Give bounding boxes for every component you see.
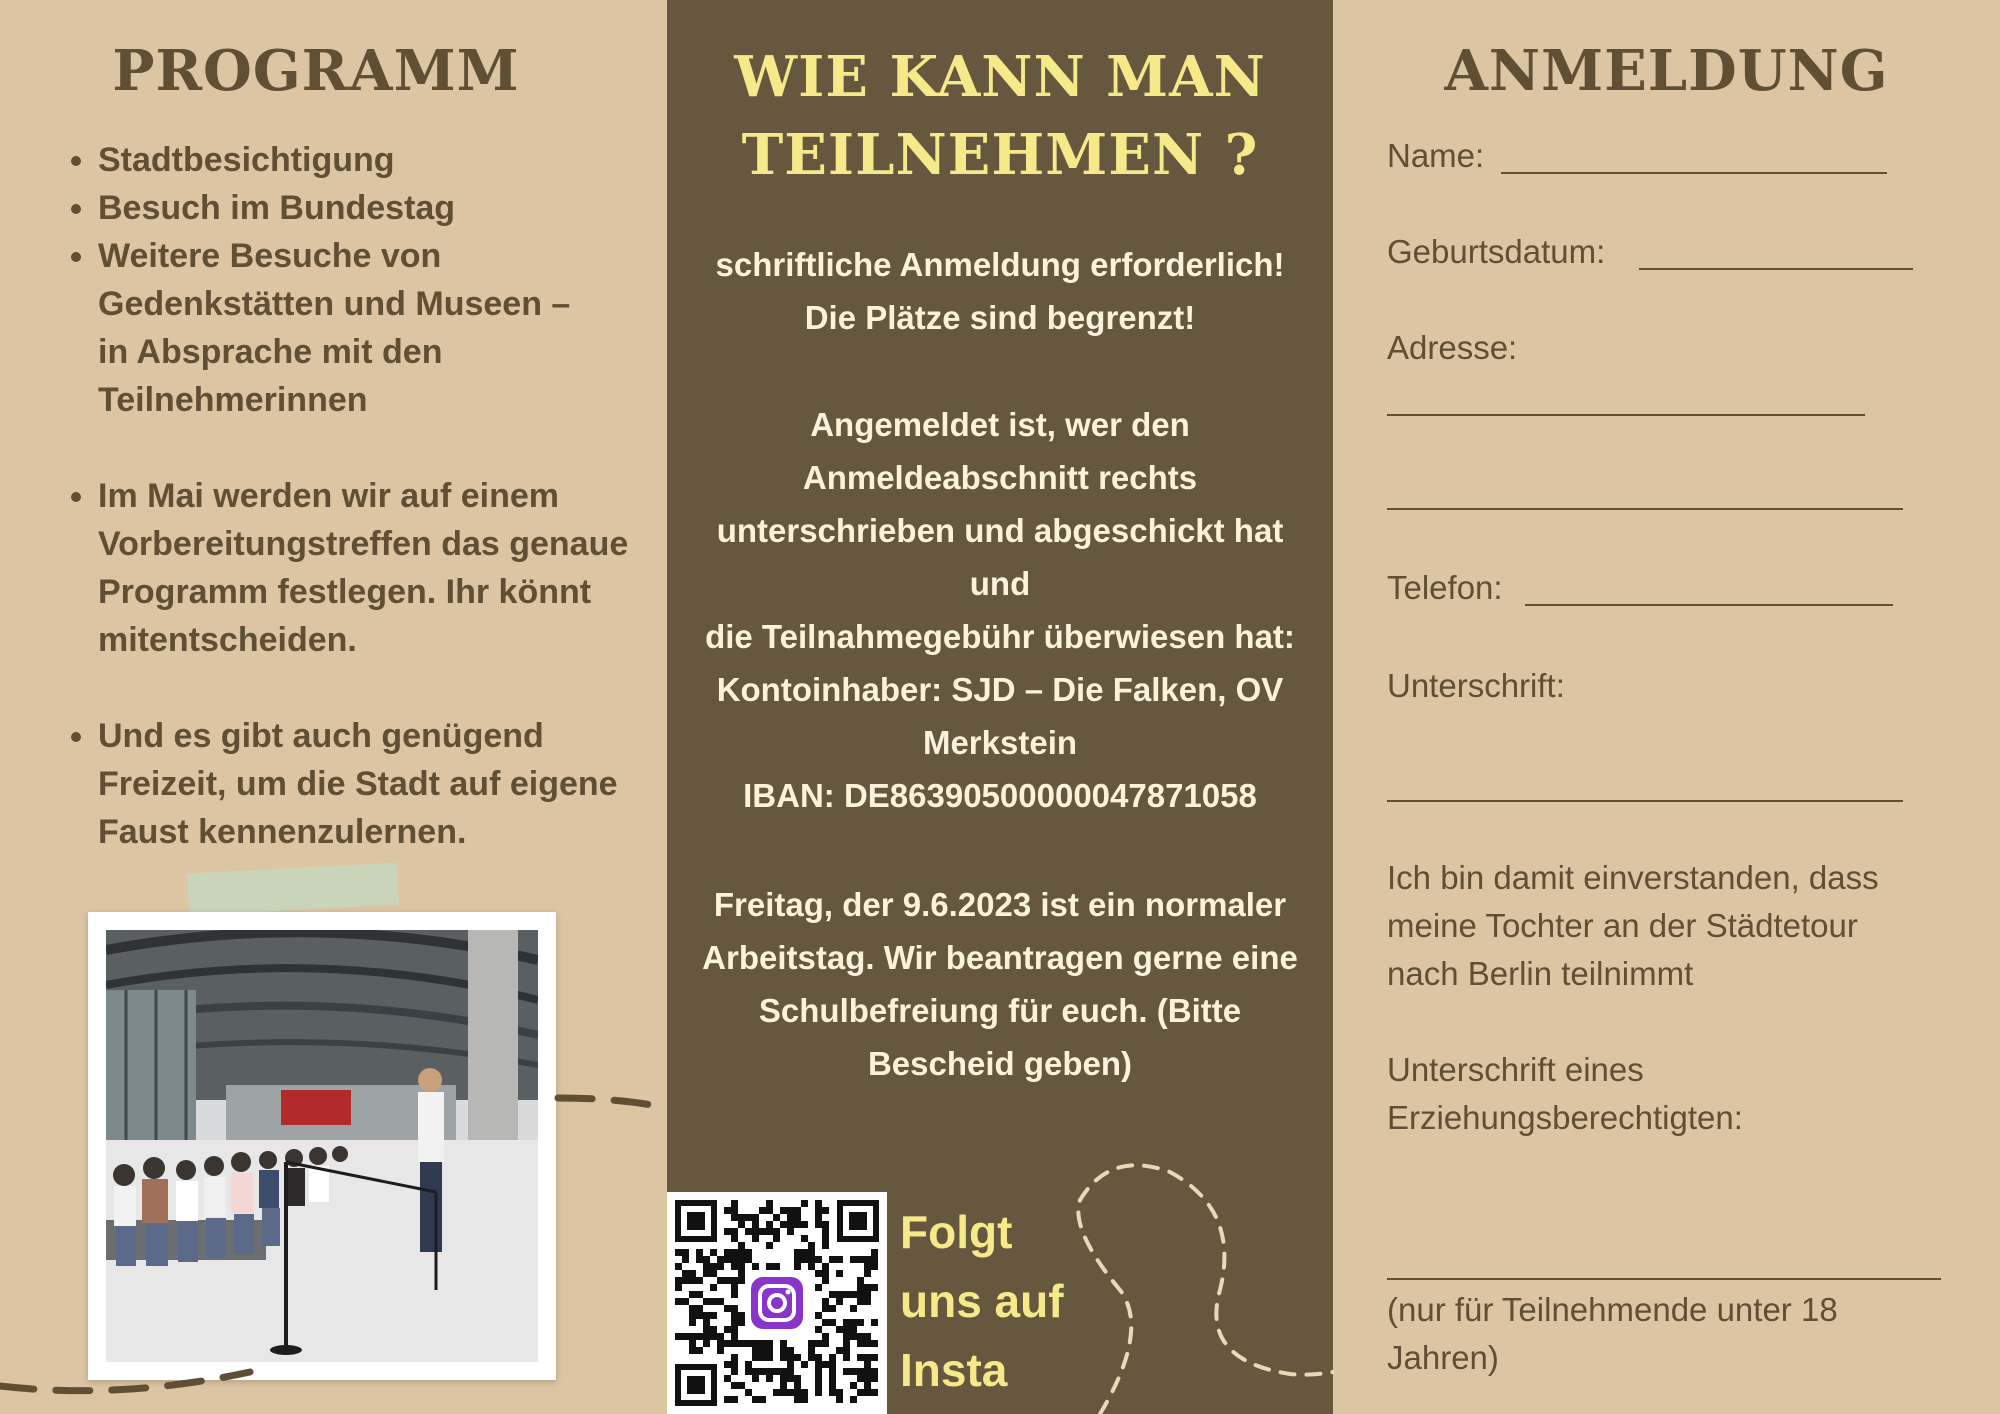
text-line: Arbeitstag. Wir beantragen gerne eine [702,939,1298,976]
text-line: Anmeldeabschnitt rechts [802,459,1198,496]
geburtsdatum-label: Geburtsdatum: [1387,233,1606,270]
text-line: die Teilnahmegebühr überwiesen hat: [705,618,1295,655]
adresse-label: Adresse: [1387,329,1518,366]
text-line: und [969,565,1031,602]
text-line: meine Tochter an der Städtetour [1387,907,1858,944]
text-line: Jahren) [1387,1339,1499,1376]
name-label: Name: [1387,137,1485,174]
text-line: Merkstein [922,724,1078,761]
unterschrift-label: Unterschrift: [1387,667,1565,704]
text-line: (nur für Teilnehmende unter 18 [1387,1291,1838,1328]
iban-text: IBAN: DE86390500000047871058 [743,777,1257,814]
list-item: • Stadtbesichtigung [98,136,678,184]
title-line: WIE KANN MAN [734,44,1266,110]
text-line: Kontoinhaber: SJD – Die Falken, OV [716,671,1284,708]
text-line: Freitag, der 9.6.2023 ist ein normaler [713,886,1287,923]
list-item: • Besuch im Bundestag [98,184,678,232]
title-line: TEILNEHMEN ? [741,122,1259,188]
text-line: uns auf [900,1275,1064,1327]
text-line: Bescheid geben) [867,1045,1133,1082]
list-item: • Im Mai werden wir auf einem Vorbereitungstreffen das genaue Programm festlegen. Ihr könnt mitentscheiden. [98,472,678,664]
text-line: Die Plätze sind begrenzt! [804,299,1196,336]
text-line: unterschrieben und abgeschickt hat [716,512,1284,549]
text-line: schriftliche Anmeldung erforderlich! [715,246,1285,283]
text-line: Folgt [900,1206,1013,1258]
anmeldung-title: ANMELDUNG [1444,38,1889,104]
text-line: Erziehungsberechtigten: [1387,1099,1743,1136]
list-item: • Weitere Besuche von Gedenkstätten und Museen – in Absprache mit den Teilnehmerinnen [98,232,598,424]
telefon-label: Telefon: [1387,569,1503,606]
text-line: Unterschrift eines [1387,1051,1644,1088]
list-item: • Und es gibt auch genügend Freizeit, um die Stadt auf eigene Faust kennenzulernen. [98,712,678,856]
text-line: Insta [900,1344,1008,1396]
programm-title: PROGRAMM [112,38,520,104]
text-line: Angemeldet ist, wer den [810,406,1190,443]
text-line: Ich bin damit einverstanden, dass [1387,859,1879,896]
text-line: Schulbefreiung für euch. (Bitte [758,992,1242,1029]
text-line: nach Berlin teilnimmt [1387,955,1694,992]
